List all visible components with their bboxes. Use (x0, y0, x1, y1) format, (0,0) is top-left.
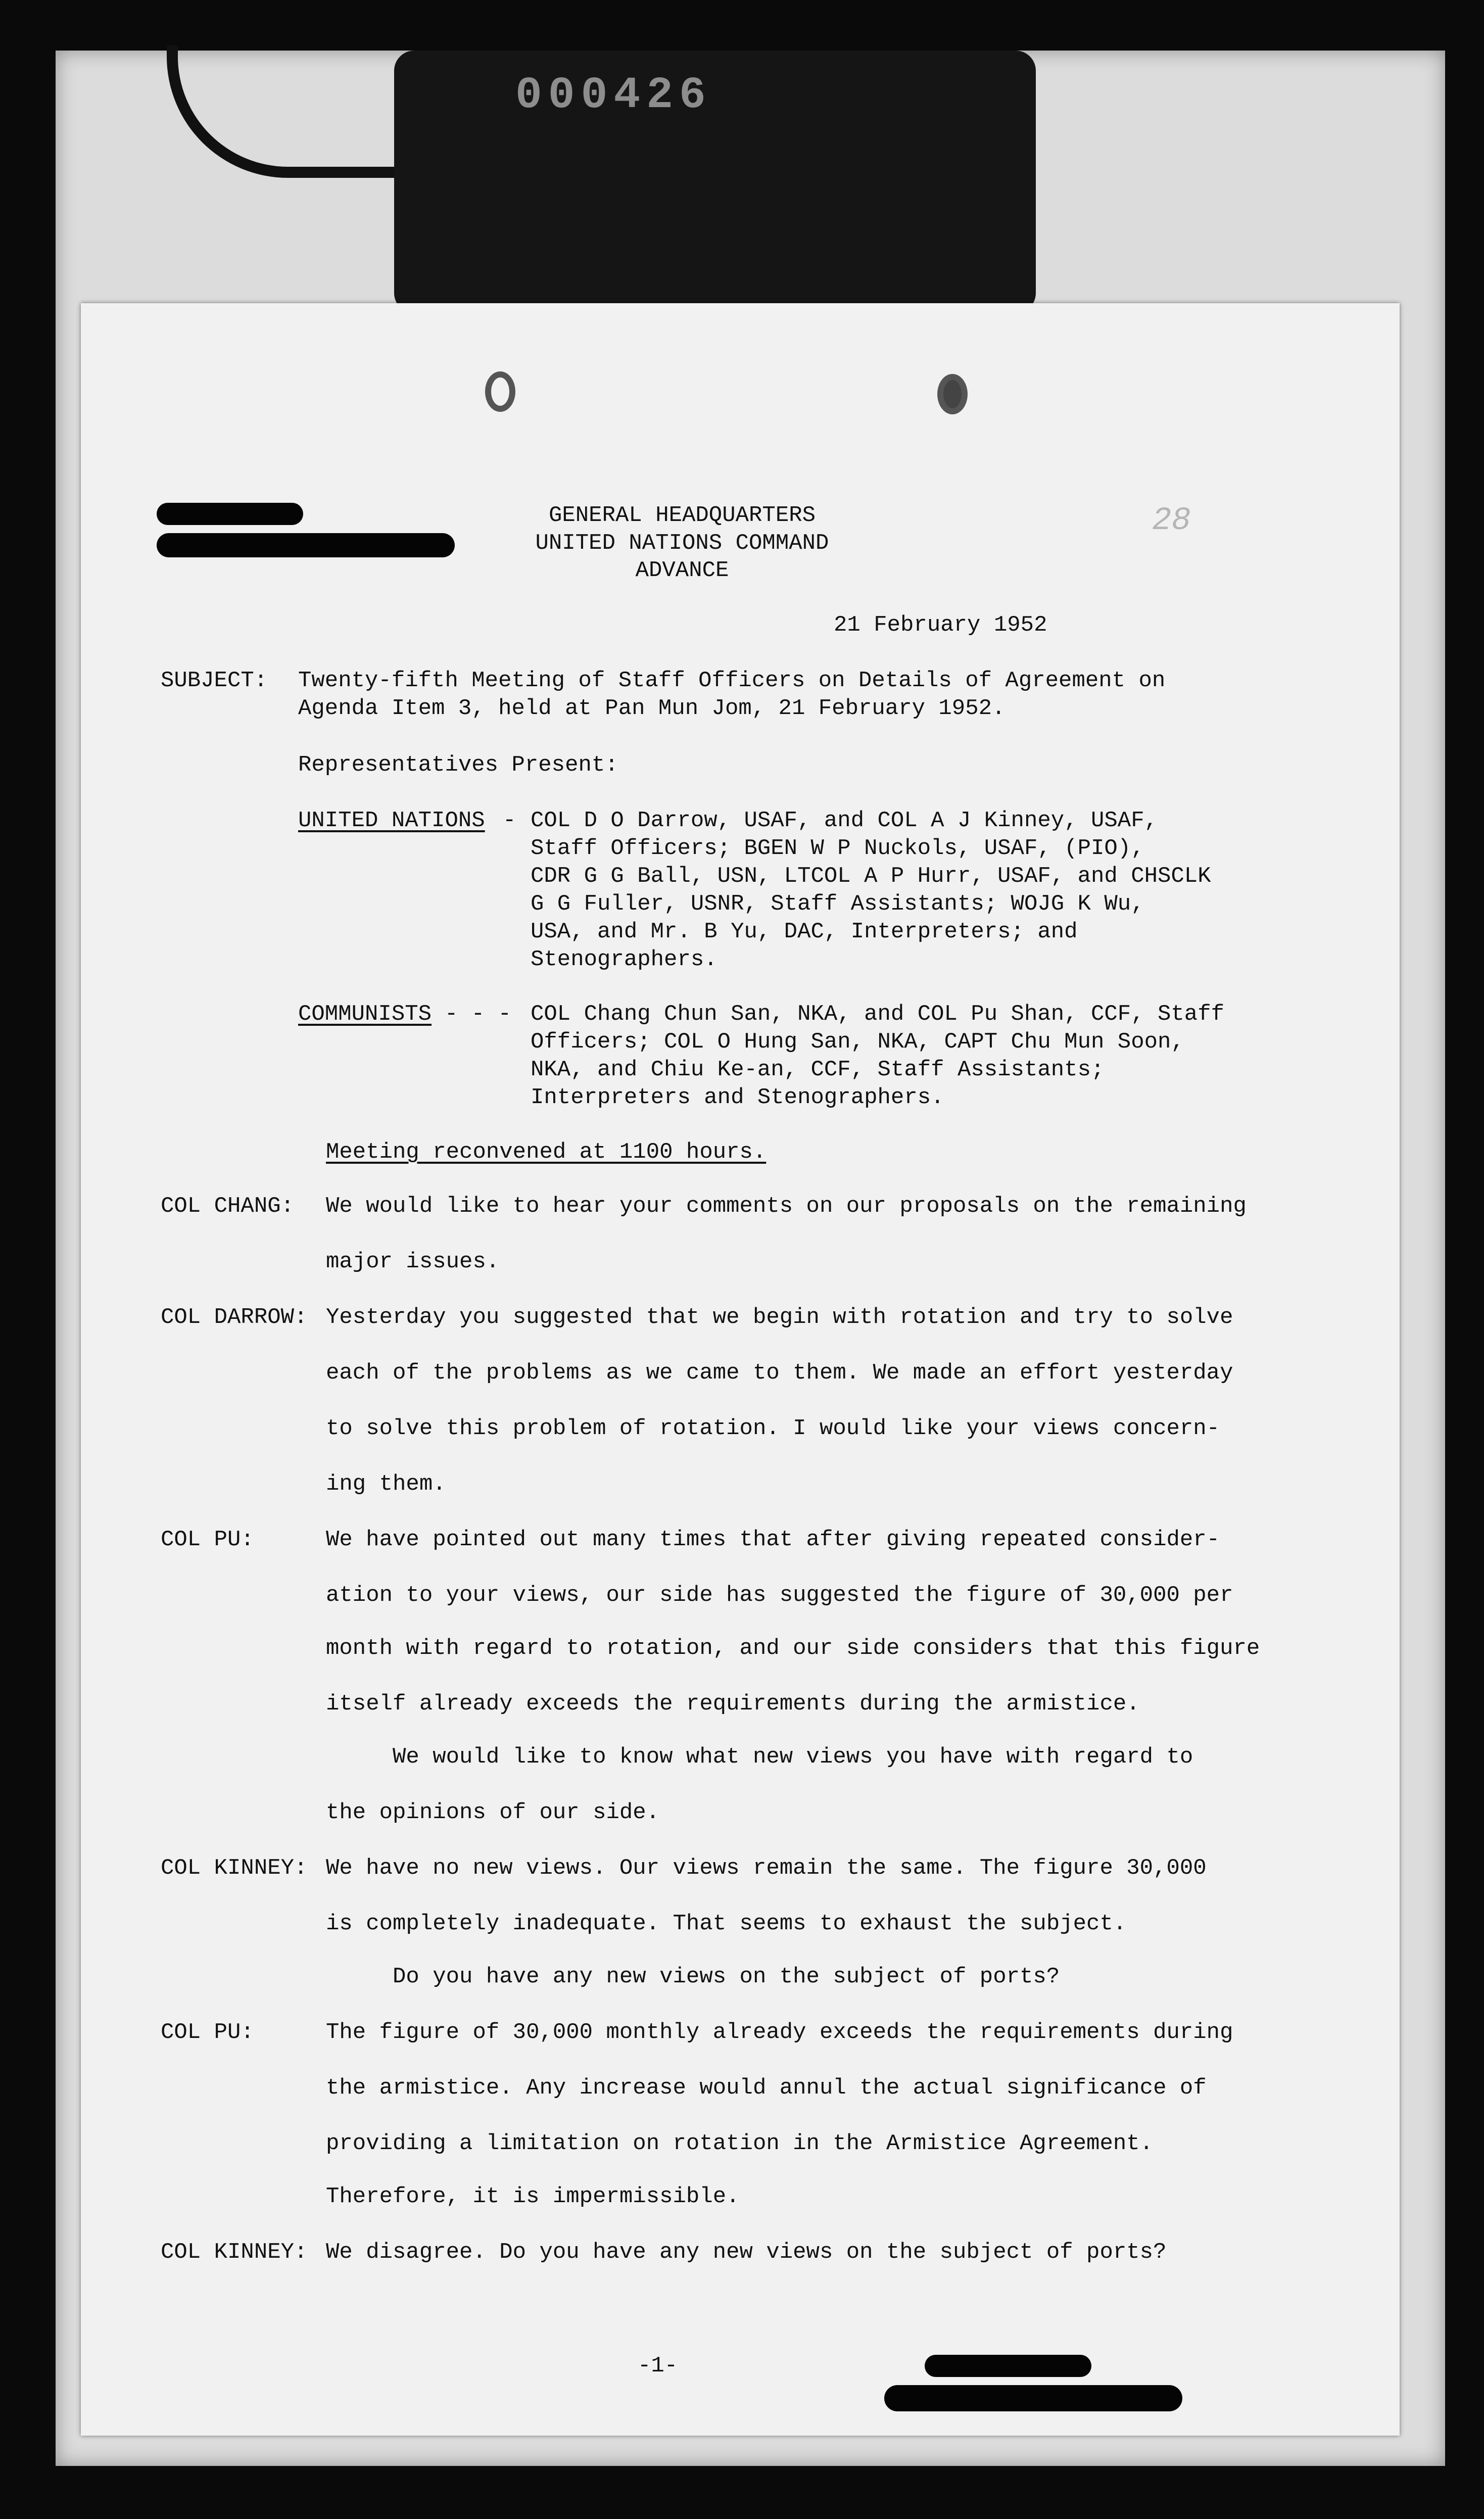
subject-line-1: Twenty-fifth Meeting of Staff Officers on Details of Agreement on (298, 668, 1166, 693)
un-label: UNITED NATIONS (298, 808, 485, 833)
un-line: CDR G G Ball, USN, LTCOL A P Hurr, USAF, and CHSCLK (531, 864, 1211, 889)
header-line-3: ADVANCE (635, 558, 729, 583)
communists-label: COMMUNISTS (298, 1002, 432, 1027)
dialogue-line: itself already exceeds the requirements during the armistice. (326, 1691, 1140, 1717)
un-line: COL D O Darrow, USAF, and COL A J Kinney, USAF, (531, 808, 1158, 833)
frame-stamp: 000426 (515, 71, 712, 121)
dialogue-line: providing a limitation on rotation in the Armistice Agreement. (326, 2131, 1154, 2156)
dialogue-line: major issues. (326, 1249, 500, 1274)
communists-dash: - - - (445, 1002, 512, 1027)
subject-line-2: Agenda Item 3, held at Pan Mun Jom, 21 February 1952. (298, 696, 1006, 721)
reconvened-line: Meeting reconvened at 1100 hours. (326, 1139, 767, 1165)
redaction-bar (925, 2355, 1091, 2377)
communists-line: Officers; COL O Hung San, NKA, CAPT Chu Mun Soon, (531, 1029, 1184, 1055)
dialogue-line: each of the problems as we came to them. We made an effort yesterday (326, 1360, 1233, 1386)
dialogue-line: ing them. (326, 1471, 446, 1497)
dialogue-line: ation to your views, our side has suggested the figure of 30,000 per (326, 1583, 1233, 1608)
binder-clip (394, 51, 1036, 313)
dialogue-line: We would like to know what new views you have with regard to (326, 1744, 1193, 1770)
un-dash: - (503, 808, 516, 833)
redaction-bar (157, 533, 455, 557)
un-line: Stenographers. (531, 947, 717, 972)
dialogue-line: Yesterday you suggested that we begin with rotation and try to solve (326, 1305, 1233, 1330)
punch-hole-right (937, 374, 968, 414)
page-number: -1- (638, 2353, 678, 2379)
dialogue-line: We would like to hear your comments on our proposals on the remaining (326, 1194, 1247, 1219)
dialogue-line: the armistice. Any increase would annul the actual significance of (326, 2075, 1207, 2101)
speaker-label: COL DARROW: (161, 1305, 308, 1330)
handwritten-mark: 28 (1152, 503, 1191, 539)
header-line-2: UNITED NATIONS COMMAND (535, 531, 829, 556)
dialogue-line: We have no new views. Our views remain the same. The figure 30,000 (326, 1856, 1207, 1881)
dialogue-line: We have pointed out many times that after giving repeated consider- (326, 1527, 1220, 1552)
un-line: Staff Officers; BGEN W P Nuckols, USAF, (PIO), (531, 836, 1144, 861)
redaction-bar (884, 2385, 1182, 2411)
redaction-bar (157, 503, 303, 525)
header-line-1: GENERAL HEADQUARTERS (548, 503, 816, 528)
dialogue-line: is completely inadequate. That seems to exhaust the subject. (326, 1911, 1127, 1936)
un-line: G G Fuller, USNR, Staff Assistants; WOJG K Wu, (531, 891, 1144, 917)
dialogue-line: to solve this problem of rotation. I would like your views concern- (326, 1416, 1220, 1441)
speaker-label: COL KINNEY: (161, 2240, 308, 2265)
speaker-label: COL KINNEY: (161, 1856, 308, 1881)
punch-hole-left (485, 371, 515, 412)
document-date: 21 February 1952 (834, 612, 1047, 638)
speaker-label: COL CHANG: (161, 1194, 295, 1219)
communists-line: NKA, and Chiu Ke-an, CCF, Staff Assistants; (531, 1057, 1105, 1082)
communists-line: COL Chang Chun San, NKA, and COL Pu Shan, CCF, Staff (531, 1002, 1225, 1027)
dialogue-line: the opinions of our side. (326, 1800, 660, 1825)
un-line: USA, and Mr. B Yu, DAC, Interpreters; and (531, 919, 1078, 944)
representatives-heading: Representatives Present: (298, 752, 618, 778)
dialogue-line: We disagree. Do you have any new views on the subject of ports? (326, 2240, 1167, 2265)
speaker-label: COL PU: (161, 2020, 254, 2045)
communists-line: Interpreters and Stenographers. (531, 1085, 944, 1110)
dialogue-line: Do you have any new views on the subject of ports? (326, 1964, 1060, 1989)
subject-label: SUBJECT: (161, 668, 268, 693)
dialogue-line: Therefore, it is impermissible. (326, 2184, 740, 2209)
dialogue-line: month with regard to rotation, and our side considers that this figure (326, 1636, 1260, 1661)
speaker-label: COL PU: (161, 1527, 254, 1552)
dialogue-line: The figure of 30,000 monthly already exceeds the requirements during (326, 2020, 1233, 2045)
